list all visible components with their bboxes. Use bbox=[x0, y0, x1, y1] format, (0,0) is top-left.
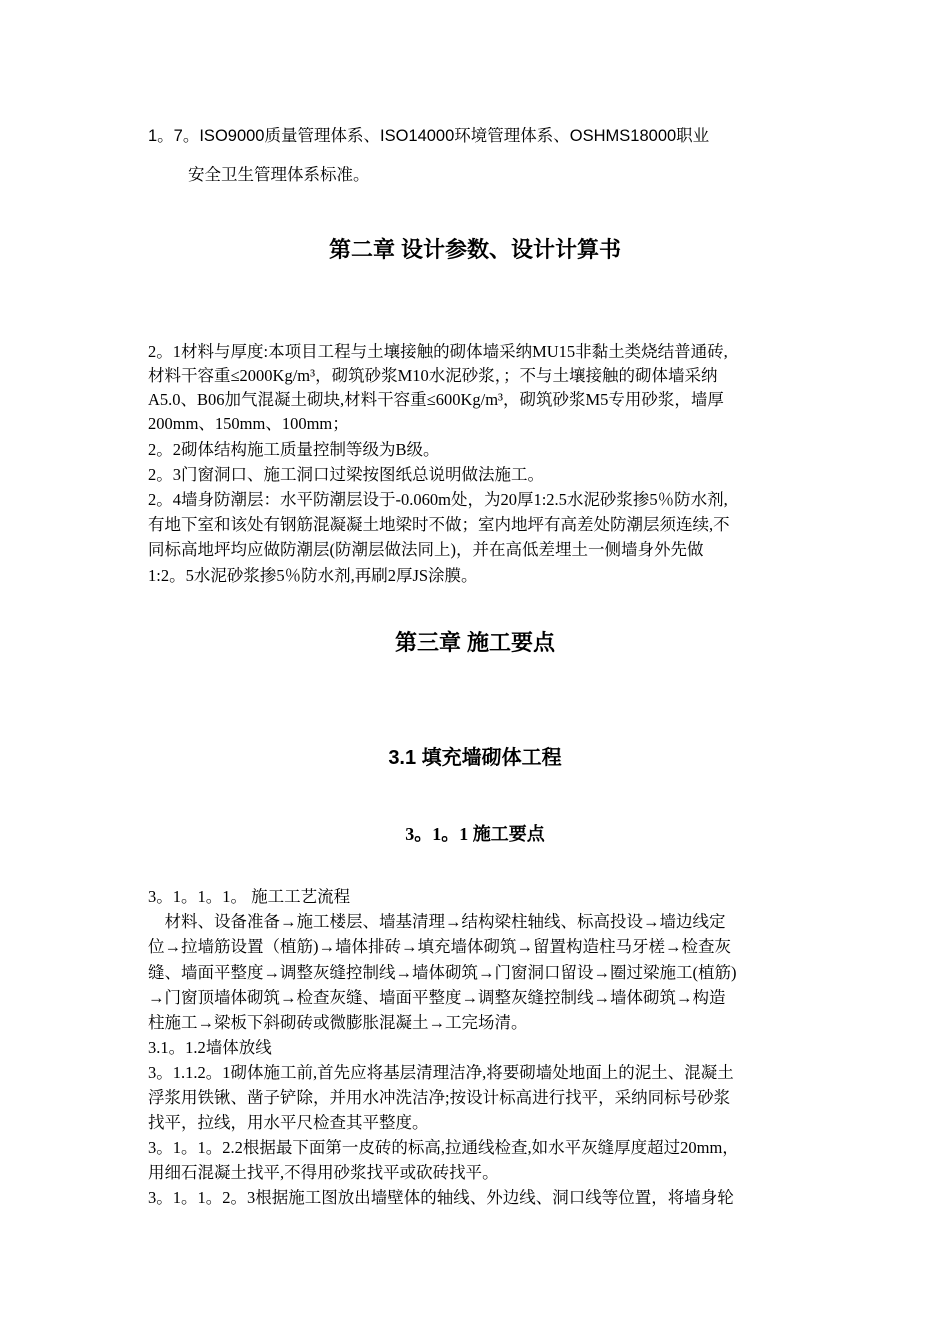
chapter-3-text-line: 用细石混凝土找平,不得用砂浆找平或砍砖找平。 bbox=[148, 1163, 499, 1182]
chapter-3-text-line: 3。1。1。2。3根据施工图放出墙壁体的轴线、外边线、洞口线等位置，将墙身轮 bbox=[148, 1188, 734, 1207]
chapter-3-text-line: →门窗顶墙体砌筑→检查灰缝、墙面平整度→调整灰缝控制线→墙体砌筑→构造 bbox=[148, 988, 726, 1007]
chapter-3-text-line: 3。1。1。1。 施工工艺流程 bbox=[148, 887, 351, 906]
section-1-7-line-2: 安全卫生管理体系标准。 bbox=[188, 166, 370, 184]
chapter-3-text-line: 位→拉墙筋设置（植筋)→墙体排砖→填充墙体砌筑→留置构造柱马牙槎→检查灰 bbox=[148, 937, 731, 956]
chapter-2-paragraph-line: A5.0、B06加气混凝土砌块,材料干容重≤600Kg/m³，砌筑砂浆M5专用砂浆，墙厚 bbox=[148, 390, 724, 409]
chapter-3-title: 第三章 施工要点 bbox=[394, 630, 556, 655]
chapter-3-text-line: 找平，拉线，用水平尺检查其平整度。 bbox=[148, 1113, 429, 1132]
chapter-2-paragraph-line: 材料干容重≤2000Kg/m³，砌筑砂浆M10水泥砂浆，；不与土壤接触的砌体墙采纳 bbox=[148, 366, 718, 385]
chapter-2-paragraph-line: 2。2砌体结构施工质量控制等级为B级。 bbox=[148, 440, 440, 459]
chapter-3-text-line: 材料、设备准备→施工楼层、墙基清理→结构梁柱轴线、标高投设→墙边线定 bbox=[148, 912, 726, 931]
chapter-2-paragraph-line: 有地下室和该处有钢筋混凝凝土地梁时不做；室内地坪有高差处防潮层须连续,不 bbox=[148, 515, 730, 534]
section-1-7-line-1: 1。7。ISO9000质量管理体系、ISO14000环境管理体系、OSHMS18000职业 bbox=[148, 127, 710, 145]
chapter-3-text-line: 3。1.1.2。1砌体施工前,首先应将基层清理洁净,将要砌墙处地面上的泥土、混凝土 bbox=[148, 1063, 734, 1082]
chapter-2-paragraph-line: 同标高地坪均应做防潮层(防潮层做法同上)，并在高低差埋土一侧墙身外先做 bbox=[148, 540, 704, 559]
chapter-2-paragraph-line: 2。1材料与厚度:本项目工程与土壤接触的砌体墙采纳MU15非黏土类烧结普通砖, bbox=[148, 342, 728, 361]
chapter-2-paragraph-line: 200mm、150mm、100mm； bbox=[148, 414, 349, 433]
section-3-1-title: 3.1 填充墙砌体工程 bbox=[388, 747, 562, 769]
chapter-2-title: 第二章 设计参数、设计计算书 bbox=[328, 237, 622, 262]
subsection-3-1-1-title: 3。1。1 施工要点 bbox=[405, 824, 545, 844]
chapter-2-paragraph-line: 1:2。5水泥砂浆掺5％防水剂,再刷2厚JS涂膜。 bbox=[148, 566, 478, 585]
chapter-3-text-line: 浮浆用铁锹、凿子铲除，并用水冲洗洁净;按设计标高进行找平，采纳同标号砂浆 bbox=[148, 1088, 731, 1107]
chapter-3-text-line: 柱施工→梁板下斜砌砖或微膨胀混凝土→工完场清。 bbox=[148, 1013, 528, 1032]
chapter-2-paragraph-line: 2。4墙身防潮层：水平防潮层设于-0.060m处，为20厚1:2.5水泥砂浆掺5％防水剂, bbox=[148, 490, 728, 509]
chapter-3-text-line: 缝、墙面平整度→调整灰缝控制线→墙体砌筑→门窗洞口留设→圈过梁施工(植筋) bbox=[148, 963, 737, 982]
chapter-3-text-line: 3.1。1.2墙体放线 bbox=[148, 1038, 272, 1057]
chapter-2-paragraph-line: 2。3门窗洞口、施工洞口过梁按图纸总说明做法施工。 bbox=[148, 465, 544, 484]
chapter-3-text-line: 3。1。1。2.2根据最下面第一皮砖的标高,拉通线检查,如水平灰缝厚度超过20mm， bbox=[148, 1138, 739, 1157]
